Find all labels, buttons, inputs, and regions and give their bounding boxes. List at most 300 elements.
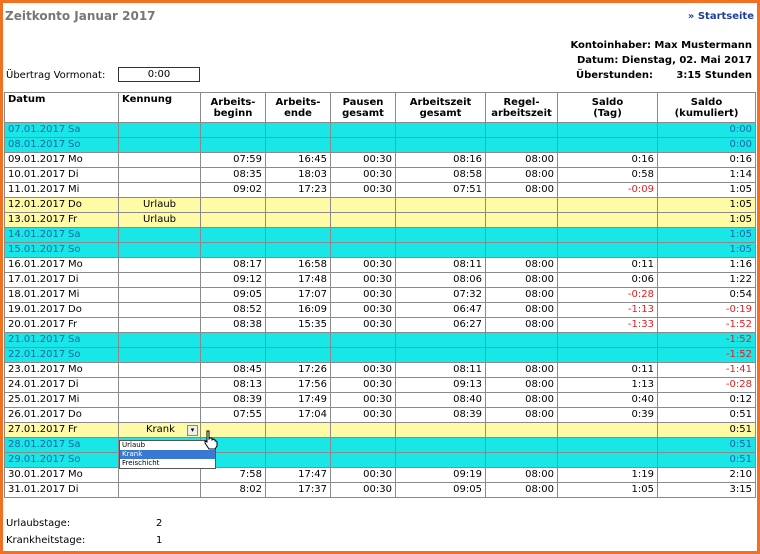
date-cell [5,468,119,483]
weekday-text: Fr [68,424,78,435]
table-row [5,123,756,138]
kennung-cell[interactable] [119,258,201,273]
vacation-days-label: Urlaubstage: [6,518,71,529]
regular-cell [486,243,558,258]
saldo-cum-cell: 0:00 [658,123,756,138]
column-header: Arbeits- ende [266,93,331,123]
date-text: 22.01.2017 [8,349,66,360]
date-text: 30.01.2017 [8,469,66,480]
total-cell [396,333,486,348]
begin-cell [201,228,266,243]
saldo-day-cell [558,243,658,258]
date-cell [5,363,119,378]
end-cell [266,348,331,363]
pause-cell [331,213,396,228]
saldo-day-cell: 0:58 [558,168,658,183]
saldo-day-cell: 0:06 [558,273,658,288]
column-header: Kennung [119,93,201,123]
date-cell [5,153,119,168]
table-row [5,258,756,273]
end-cell [266,453,331,468]
startseite-link[interactable]: » Startseite [687,11,754,22]
table-row [5,303,756,318]
weekday-text: So [68,244,81,255]
saldo-cum-cell: 0:51 [658,408,756,423]
saldo-cum-cell: 1:22 [658,273,756,288]
total-cell [396,438,486,453]
end-cell [266,228,331,243]
saldo-cum-cell: 1:05 [658,213,756,228]
carryover-label: Übertrag Vormonat: [6,70,106,81]
date-text: 21.01.2017 [8,334,66,345]
total-cell: 08:11 [396,363,486,378]
pause-cell: 00:30 [331,468,396,483]
date-text: 12.01.2017 [8,199,66,210]
saldo-cum-cell: 0:51 [658,438,756,453]
end-cell [266,198,331,213]
current-date: Datum: Dienstag, 02. Mai 2017 [576,55,752,66]
regular-cell: 08:00 [486,183,558,198]
column-header: Saldo (Tag) [558,93,658,123]
saldo-day-cell: -1:33 [558,318,658,333]
kennung-cell[interactable] [119,138,201,153]
end-cell: 17:37 [266,483,331,498]
total-cell [396,348,486,363]
begin-cell: 09:02 [201,183,266,198]
date-cell [5,378,119,393]
pause-cell: 00:30 [331,378,396,393]
kennung-cell[interactable] [119,168,201,183]
kennung-cell[interactable] [119,243,201,258]
total-cell: 09:13 [396,378,486,393]
pause-cell: 00:30 [331,288,396,303]
pause-cell: 00:30 [331,303,396,318]
end-cell: 16:09 [266,303,331,318]
kennung-cell[interactable] [119,348,201,363]
pause-cell [331,138,396,153]
table-row [5,453,756,468]
weekday-text: Sa [68,334,81,345]
kennung-cell[interactable]: Urlaub [119,198,201,213]
saldo-day-cell [558,348,658,363]
regular-cell [486,333,558,348]
pause-cell [331,123,396,138]
total-cell: 06:47 [396,303,486,318]
saldo-day-cell: 0:11 [558,258,658,273]
weekday-text: Mo [68,259,83,270]
pause-cell: 00:30 [331,318,396,333]
table-row [5,378,756,393]
table-row [5,228,756,243]
saldo-cum-cell: 3:15 [658,483,756,498]
saldo-cum-cell: -1:52 [658,318,756,333]
table-row [5,273,756,288]
table-row [5,288,756,303]
saldo-cum-cell: 0:51 [658,423,756,438]
end-cell: 17:47 [266,468,331,483]
date-text: 23.01.2017 [8,364,66,375]
begin-cell: 08:52 [201,303,266,318]
saldo-cum-cell: 0:12 [658,393,756,408]
regular-cell [486,228,558,243]
weekday-text: Mi [68,289,80,300]
begin-cell [201,138,266,153]
kennung-cell[interactable] [119,288,201,303]
regular-cell [486,198,558,213]
date-cell [5,228,119,243]
table-row [5,213,756,228]
date-text: 25.01.2017 [8,394,66,405]
regular-cell [486,348,558,363]
begin-cell [201,348,266,363]
kennung-value: Krank [146,424,175,435]
begin-cell: 08:35 [201,168,266,183]
date-text: 11.01.2017 [8,184,66,195]
date-cell [5,243,119,258]
saldo-cum-cell: 0:54 [658,288,756,303]
table-row [5,468,756,483]
kennung-cell[interactable] [119,228,201,243]
date-text: 19.01.2017 [8,304,66,315]
end-cell [266,243,331,258]
begin-cell [201,243,266,258]
total-cell: 08:11 [396,258,486,273]
end-cell: 17:56 [266,378,331,393]
begin-cell: 08:39 [201,393,266,408]
weekday-text: Mo [68,469,83,480]
total-cell: 09:19 [396,468,486,483]
regular-cell [486,123,558,138]
sick-days-label: Krankheitstage: [6,535,86,546]
weekday-text: So [68,454,81,465]
end-cell [266,123,331,138]
kennung-cell[interactable] [119,393,201,408]
kennung-cell[interactable] [119,183,201,198]
pause-cell: 00:30 [331,483,396,498]
end-cell: 18:03 [266,168,331,183]
table-row [5,243,756,258]
saldo-cum-cell: 1:05 [658,243,756,258]
date-cell [5,423,119,438]
pause-cell [331,243,396,258]
regular-cell: 08:00 [486,273,558,288]
date-text: 18.01.2017 [8,289,66,300]
account-holder: Kontoinhaber: Max Mustermann [570,40,752,51]
pause-cell: 00:30 [331,393,396,408]
saldo-day-cell: 1:19 [558,468,658,483]
date-cell [5,168,119,183]
date-text: 20.01.2017 [8,319,66,330]
total-cell: 07:32 [396,288,486,303]
begin-cell [201,198,266,213]
kennung-cell[interactable] [119,408,201,423]
regular-cell [486,453,558,468]
begin-cell [201,213,266,228]
total-cell: 08:16 [396,153,486,168]
end-cell: 17:26 [266,363,331,378]
begin-cell: 09:12 [201,273,266,288]
saldo-day-cell [558,228,658,243]
dropdown-option[interactable]: Freischicht [122,459,160,467]
date-cell [5,138,119,153]
begin-cell: 08:38 [201,318,266,333]
date-cell [5,438,119,453]
begin-cell [201,123,266,138]
weekday-text: Fr [68,319,78,330]
saldo-cum-cell: 1:05 [658,228,756,243]
weekday-text: Do [68,199,82,210]
pause-cell [331,333,396,348]
end-cell [266,213,331,228]
begin-cell: 7:58 [201,468,266,483]
sick-days-value: 1 [156,535,163,546]
date-cell [5,333,119,348]
total-cell: 08:58 [396,168,486,183]
begin-cell: 09:05 [201,288,266,303]
table-body [5,123,756,498]
weekday-text: Mo [68,364,83,375]
begin-cell: 08:13 [201,378,266,393]
kennung-cell[interactable] [119,273,201,288]
end-cell: 17:04 [266,408,331,423]
begin-cell: 07:59 [201,153,266,168]
weekday-text: Di [68,169,79,180]
saldo-day-cell [558,438,658,453]
date-text: 07.01.2017 [8,124,66,135]
kennung-cell[interactable] [119,318,201,333]
saldo-day-cell: 1:13 [558,378,658,393]
table-row [5,183,756,198]
weekday-text: Mo [68,154,83,165]
saldo-cum-cell: 1:05 [658,198,756,213]
weekday-text: Sa [68,439,81,450]
kennung-cell[interactable] [119,303,201,318]
regular-cell: 08:00 [486,483,558,498]
date-text: 16.01.2017 [8,259,66,270]
table-row [5,153,756,168]
date-cell [5,183,119,198]
total-cell [396,243,486,258]
saldo-day-cell: -1:13 [558,303,658,318]
regular-cell: 08:00 [486,408,558,423]
saldo-day-cell [558,213,658,228]
end-cell [266,423,331,438]
begin-cell: 07:55 [201,408,266,423]
total-cell: 09:05 [396,483,486,498]
saldo-cum-cell: 1:14 [658,168,756,183]
pause-cell: 00:30 [331,183,396,198]
column-header: Saldo (kumuliert) [658,93,756,123]
pause-cell [331,348,396,363]
weekday-text: Di [68,379,79,390]
pause-cell [331,438,396,453]
date-cell [5,123,119,138]
end-cell: 17:07 [266,288,331,303]
date-text: 09.01.2017 [8,154,66,165]
date-cell [5,483,119,498]
end-cell: 17:48 [266,273,331,288]
weekday-text: So [68,139,81,150]
date-text: 17.01.2017 [8,274,66,285]
date-text: 26.01.2017 [8,409,66,420]
saldo-day-cell: 0:40 [558,393,658,408]
date-cell [5,273,119,288]
time-account-table [4,92,756,498]
total-cell [396,228,486,243]
date-cell [5,213,119,228]
saldo-day-cell: -0:28 [558,288,658,303]
date-text: 14.01.2017 [8,229,66,240]
date-cell [5,198,119,213]
saldo-day-cell [558,123,658,138]
saldo-cum-cell: 2:10 [658,468,756,483]
weekday-text: Sa [68,124,81,135]
carryover-input[interactable] [118,67,200,82]
column-header: Arbeitszeit gesamt [396,93,486,123]
pause-cell [331,423,396,438]
total-cell: 08:39 [396,408,486,423]
weekday-text: Do [68,409,82,420]
saldo-cum-cell: -0:28 [658,378,756,393]
table-header [5,93,756,123]
date-text: 15.01.2017 [8,244,66,255]
date-cell [5,318,119,333]
saldo-cum-cell: 0:00 [658,138,756,153]
saldo-cum-cell: 1:16 [658,258,756,273]
weekday-text: Di [68,274,79,285]
saldo-day-cell: -0:09 [558,183,658,198]
date-cell [5,408,119,423]
pause-cell [331,453,396,468]
table-row [5,198,756,213]
total-cell [396,213,486,228]
end-cell: 17:49 [266,393,331,408]
saldo-cum-cell: -1:52 [658,333,756,348]
table-row [5,438,756,453]
date-text: 24.01.2017 [8,379,66,390]
saldo-day-cell [558,453,658,468]
kennung-cell[interactable] [119,468,201,483]
saldo-day-cell [558,333,658,348]
total-cell [396,123,486,138]
kennung-cell[interactable]: Urlaub [119,213,201,228]
saldo-day-cell [558,423,658,438]
column-header: Arbeits- beginn [201,93,266,123]
date-text: 13.01.2017 [8,214,66,225]
saldo-day-cell [558,198,658,213]
saldo-cum-cell: -1:52 [658,348,756,363]
table-row [5,483,756,498]
regular-cell: 08:00 [486,393,558,408]
saldo-day-cell: 1:05 [558,483,658,498]
total-cell: 06:27 [396,318,486,333]
date-text: 10.01.2017 [8,169,66,180]
date-cell [5,348,119,363]
pause-cell: 00:30 [331,408,396,423]
regular-cell: 08:00 [486,258,558,273]
pause-cell [331,198,396,213]
weekday-text: Mi [68,184,80,195]
table-row [5,348,756,363]
dropdown-option[interactable]: Urlaub [122,441,146,449]
kennung-cell[interactable] [119,123,201,138]
regular-cell [486,138,558,153]
total-cell: 07:51 [396,183,486,198]
regular-cell: 08:00 [486,363,558,378]
kennung-cell[interactable] [119,423,201,438]
date-text: 31.01.2017 [8,484,66,495]
dropdown-option[interactable]: Krank [120,450,215,459]
date-text: 29.01.2017 [8,454,66,465]
saldo-cum-cell: -0:19 [658,303,756,318]
regular-cell: 08:00 [486,288,558,303]
saldo-day-cell: 0:39 [558,408,658,423]
date-text: 27.01.2017 [8,424,66,435]
table-row [5,423,756,438]
date-cell [5,393,119,408]
page-title: Zeitkonto Januar 2017 [5,9,156,23]
kennung-cell[interactable] [119,333,201,348]
begin-cell: 08:45 [201,363,266,378]
regular-cell [486,423,558,438]
regular-cell: 08:00 [486,303,558,318]
overtime-label: Überstunden: [576,70,654,81]
begin-cell: 08:17 [201,258,266,273]
total-cell: 08:40 [396,393,486,408]
saldo-day-cell: 0:16 [558,153,658,168]
weekday-text: Do [68,304,82,315]
end-cell [266,438,331,453]
total-cell [396,453,486,468]
column-header: Pausen gesamt [331,93,396,123]
weekday-text: Di [68,484,79,495]
pause-cell: 00:30 [331,273,396,288]
begin-cell [201,333,266,348]
vacation-days-value: 2 [156,518,163,529]
hand-cursor-icon [202,430,218,450]
date-cell [5,453,119,468]
table-row [5,333,756,348]
saldo-cum-cell: 0:51 [658,453,756,468]
end-cell [266,138,331,153]
weekday-text: So [68,349,81,360]
end-cell: 15:35 [266,318,331,333]
regular-cell: 08:00 [486,318,558,333]
kennung-cell[interactable] [119,363,201,378]
pause-cell: 00:30 [331,168,396,183]
weekday-text: Fr [68,214,78,225]
kennung-cell[interactable] [119,483,201,498]
regular-cell: 08:00 [486,468,558,483]
pause-cell: 00:30 [331,363,396,378]
begin-cell: 8:02 [201,483,266,498]
pause-cell [331,228,396,243]
total-cell [396,423,486,438]
kennung-cell[interactable] [119,153,201,168]
regular-cell: 08:00 [486,378,558,393]
saldo-cum-cell: 0:16 [658,153,756,168]
kennung-cell[interactable] [119,378,201,393]
table-row [5,168,756,183]
table-row [5,318,756,333]
table-row [5,138,756,153]
table-row [5,393,756,408]
regular-cell: 08:00 [486,168,558,183]
dropdown-arrow-icon[interactable]: ▾ [187,425,198,436]
end-cell [266,333,331,348]
pause-cell: 00:30 [331,153,396,168]
saldo-day-cell [558,138,658,153]
